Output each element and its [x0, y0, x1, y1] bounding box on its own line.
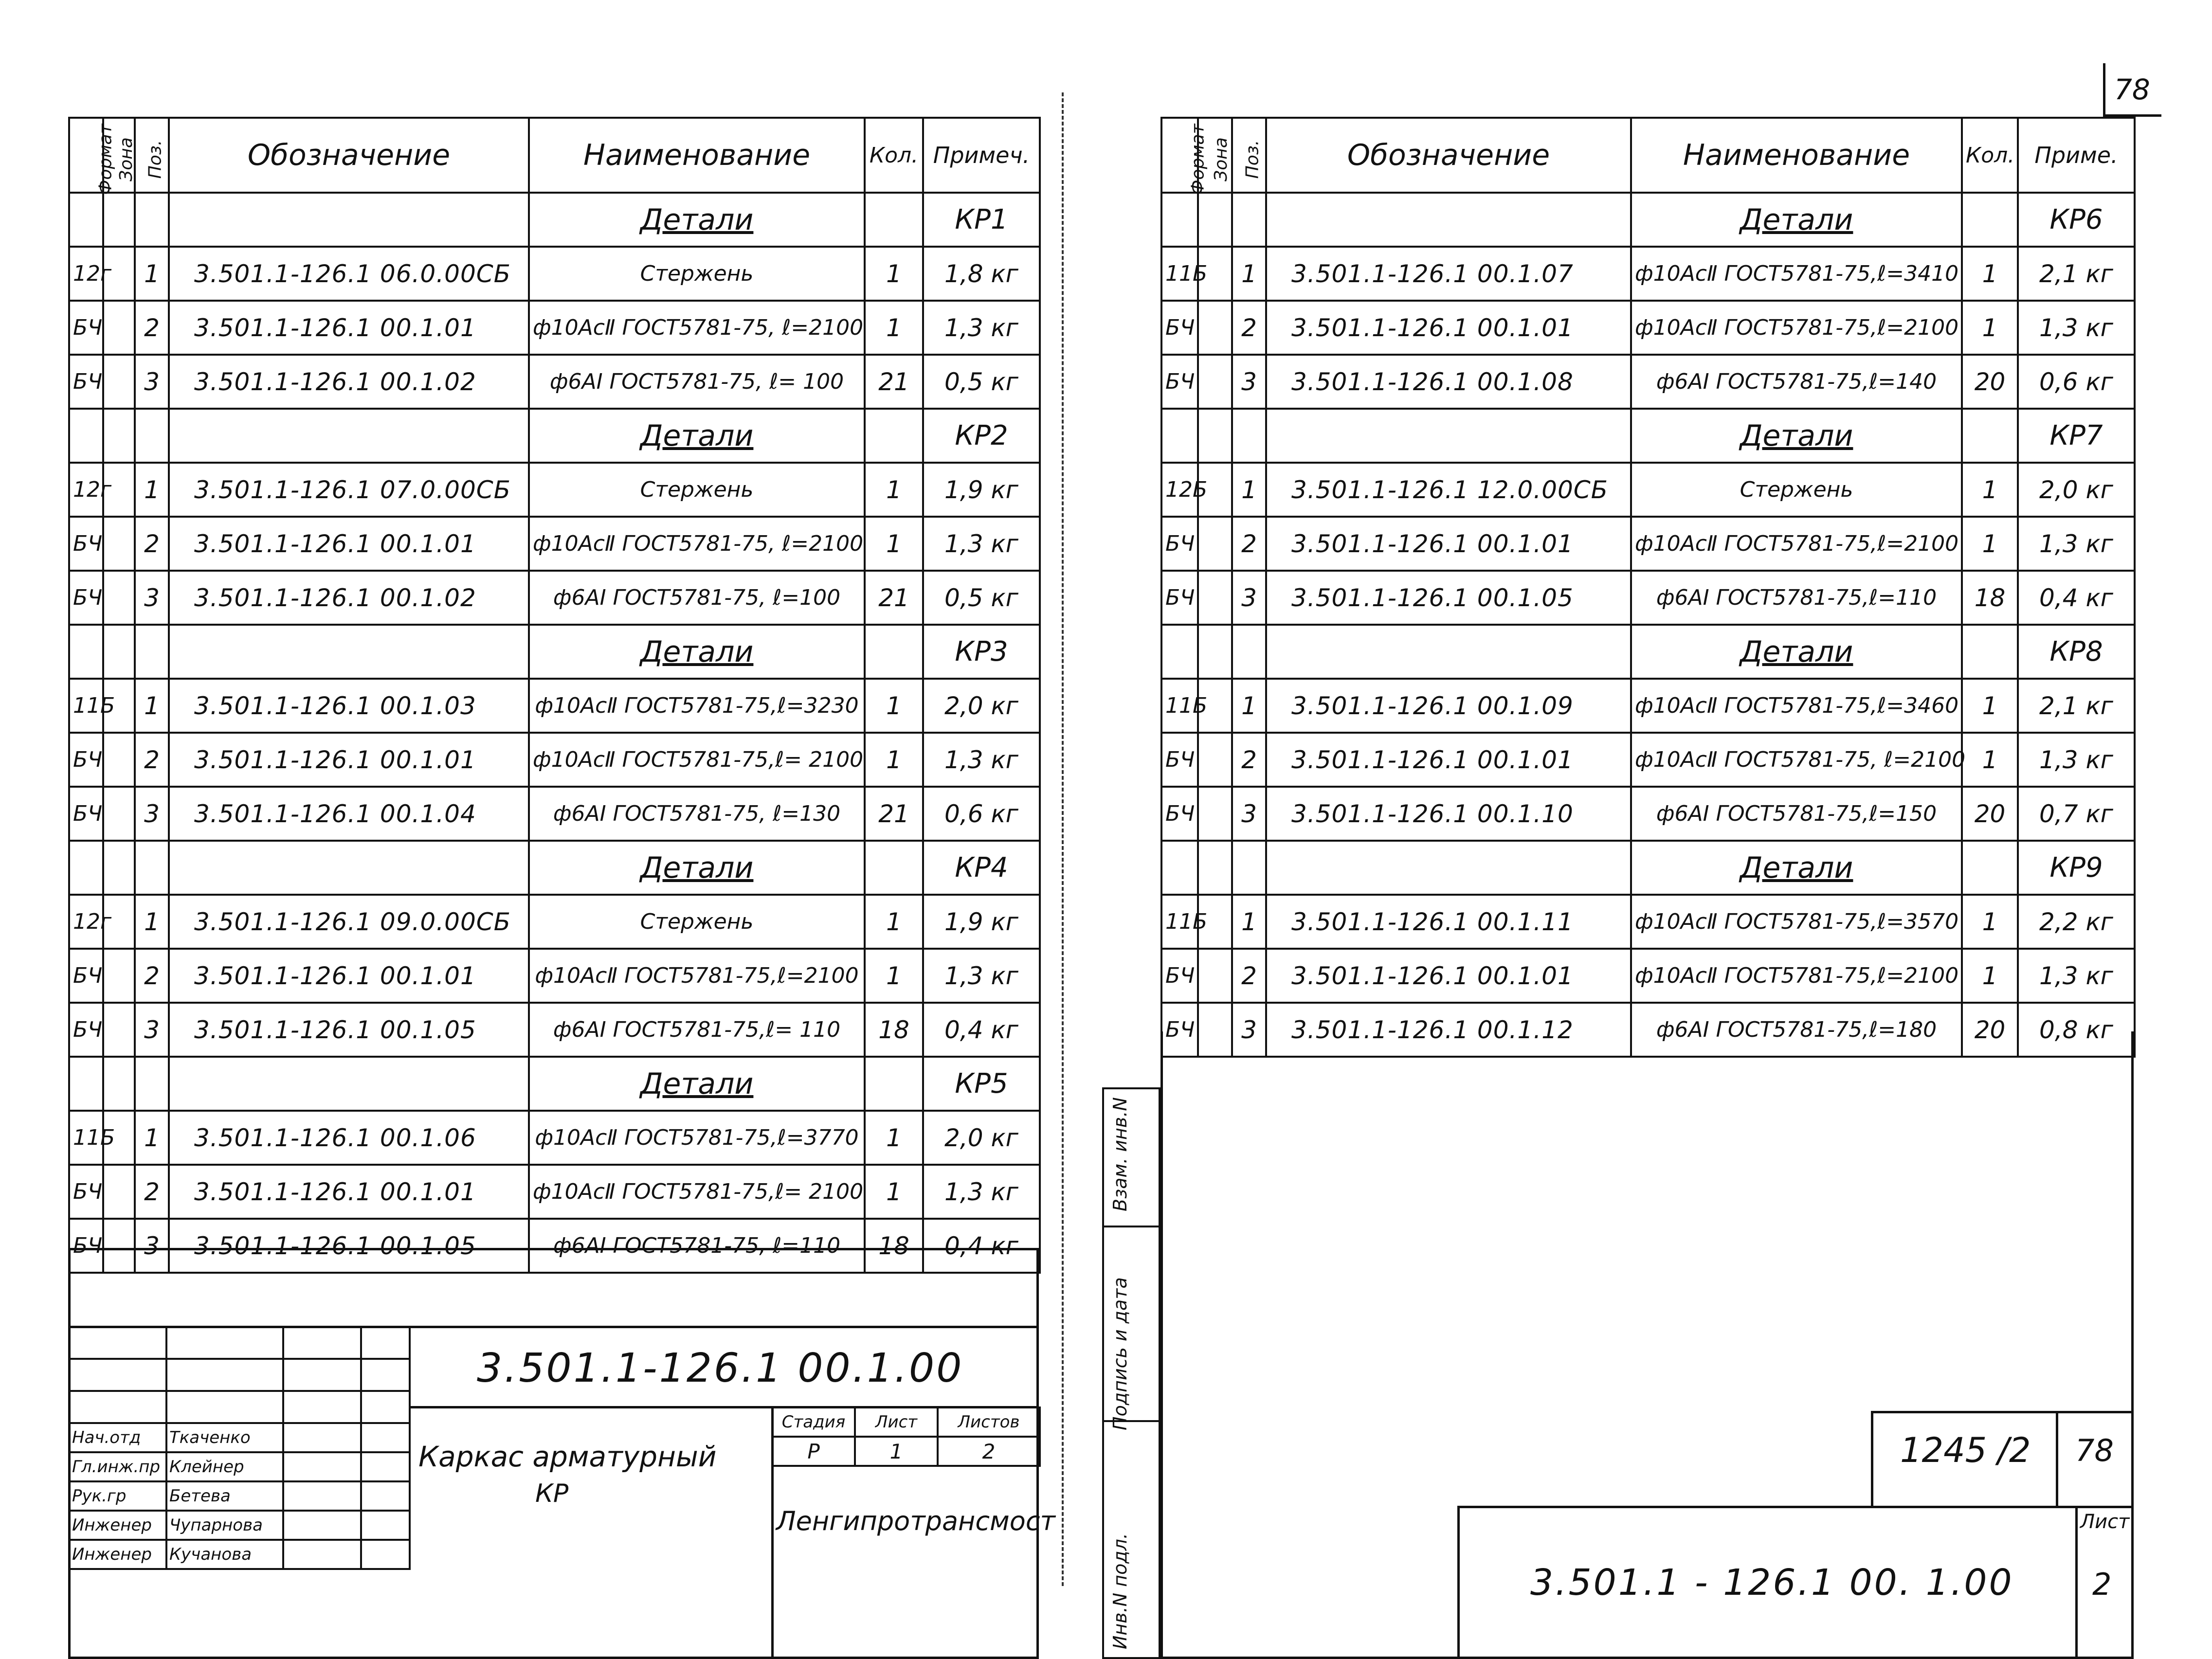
zone-cell	[1198, 355, 1232, 409]
left-doc-title-2: КР	[535, 1479, 569, 1508]
table-row	[69, 1003, 1040, 1057]
right-table-header	[1161, 118, 2135, 193]
qty-cell: 1	[865, 679, 923, 733]
header-qty-right: Кол.	[1962, 118, 2018, 193]
signature-row	[69, 1423, 410, 1452]
strip-label-replace: Взам. инв.N	[1109, 1097, 1131, 1211]
pos-cell: 3	[1232, 571, 1266, 625]
qty-cell: 1	[1962, 679, 2018, 733]
note-cell: 0,6 кг	[923, 787, 1040, 841]
zone-cell	[1198, 733, 1232, 787]
zone-cell	[103, 571, 135, 625]
designation-cell: 3.501.1-126.1 00.1.01	[169, 517, 529, 571]
assembly-code: КР7	[2018, 409, 2135, 463]
person-name-cell: Ткаченко	[166, 1423, 283, 1452]
zone-cell	[103, 1003, 135, 1057]
section-row	[1161, 409, 2135, 463]
strip-label-sign: Подпись и дата	[1109, 1277, 1131, 1430]
note-cell: 1,9 кг	[923, 895, 1040, 949]
section-row	[69, 193, 1040, 247]
table-row	[1161, 247, 2135, 301]
left-doc-code: 3.501.1-126.1 00.1.00	[477, 1345, 964, 1391]
format-cell: БЧ	[69, 1165, 103, 1219]
right-spec-table	[1160, 117, 2136, 1058]
note-cell: 2,2 кг	[2018, 895, 2135, 949]
qty-cell: 1	[1962, 463, 2018, 517]
organization: Ленгипротрансмост	[776, 1506, 1055, 1536]
signature-cell	[283, 1452, 361, 1481]
signature-cell	[283, 1540, 361, 1569]
designation-cell: 3.501.1-126.1 00.1.03	[169, 679, 529, 733]
format-cell: БЧ	[69, 517, 103, 571]
table-row	[1161, 463, 2135, 517]
left-blank-row	[68, 1248, 1039, 1328]
assembly-code: КР5	[923, 1057, 1040, 1111]
right-sheet-value: 2	[2092, 1567, 2112, 1602]
header-pos: Поз.	[135, 118, 169, 193]
zone-cell	[103, 787, 135, 841]
signature-row	[69, 1452, 410, 1481]
format-cell: БЧ	[1161, 355, 1198, 409]
format-cell: БЧ	[1161, 787, 1198, 841]
signature-cell	[283, 1423, 361, 1452]
section-title: Детали	[1631, 193, 1962, 247]
format-cell: БЧ	[69, 1003, 103, 1057]
designation-cell: 3.501.1-126.1 00.1.02	[169, 571, 529, 625]
name-cell: ф10АсⅡ ГОСТ5781-75,ℓ=2100	[529, 949, 865, 1003]
name-cell: ф6АⅠ ГОСТ5781-75,ℓ=140	[1631, 355, 1962, 409]
signature-cell	[283, 1481, 361, 1511]
left-doc-title-1: Каркас арматурный	[418, 1440, 717, 1473]
designation-cell: 3.501.1-126.1 00.1.01	[169, 949, 529, 1003]
pos-cell: 1	[135, 679, 169, 733]
header-zone-right: Зона	[1198, 118, 1232, 193]
header-qty: Кол.	[865, 118, 923, 193]
assembly-code: КР8	[2018, 625, 2135, 679]
qty-cell: 1	[865, 463, 923, 517]
designation-cell: 3.501.1-126.1 00.1.01	[1266, 517, 1631, 571]
role-cell: Гл.инж.пр	[69, 1452, 166, 1481]
section-row	[69, 409, 1040, 463]
order-divider	[2056, 1411, 2058, 1506]
format-cell: БЧ	[1161, 733, 1198, 787]
qty-cell: 1	[1962, 949, 2018, 1003]
table-row	[1161, 733, 2135, 787]
zone-cell	[103, 355, 135, 409]
note-cell: 2,1 кг	[2018, 247, 2135, 301]
sheet-label: Лист	[855, 1407, 938, 1437]
qty-cell: 18	[1962, 571, 2018, 625]
designation-cell: 3.501.1-126.1 00.1.01	[1266, 301, 1631, 355]
qty-cell: 21	[865, 571, 923, 625]
designation-cell: 3.501.1-126.1 12.0.00СБ	[1266, 463, 1631, 517]
designation-cell: 3.501.1-126.1 00.1.01	[169, 733, 529, 787]
table-row	[69, 517, 1040, 571]
format-cell: 11Б	[1161, 247, 1198, 301]
name-cell: ф10АсⅡ ГОСТ5781-75,ℓ=3570	[1631, 895, 1962, 949]
strip-label-inv: Инв.N подл.	[1109, 1533, 1131, 1649]
name-cell: ф10АсⅡ ГОСТ5781-75,ℓ=3770	[529, 1111, 865, 1165]
section-title: Детали	[529, 193, 865, 247]
pos-cell: 1	[135, 463, 169, 517]
zone-cell	[1198, 949, 1232, 1003]
header-pos-right: Поз.	[1232, 118, 1266, 193]
note-cell: 0,4 кг	[2018, 571, 2135, 625]
format-cell: 12г	[69, 247, 103, 301]
format-cell: 12г	[69, 895, 103, 949]
name-cell: ф10АсⅡ ГОСТ5781-75,ℓ=2100	[1631, 949, 1962, 1003]
designation-cell: 3.501.1-126.1 00.1.01	[1266, 733, 1631, 787]
table-row	[1161, 571, 2135, 625]
name-cell: ф6АⅠ ГОСТ5781-75,ℓ= 110	[529, 1003, 865, 1057]
pos-cell: 2	[135, 301, 169, 355]
signature-row	[69, 1481, 410, 1511]
format-cell: 12г	[69, 463, 103, 517]
header-designation: Обозначение	[169, 118, 529, 193]
note-cell: 2,0 кг	[923, 1111, 1040, 1165]
sheet-value: 1	[855, 1437, 938, 1466]
order-number: 1245 /2	[1900, 1430, 2031, 1470]
format-cell: 11Б	[1161, 679, 1198, 733]
name-cell: ф6АⅠ ГОСТ5781-75, ℓ=110	[529, 1219, 865, 1273]
sheets-label: Листов	[938, 1407, 1040, 1437]
pos-cell: 1	[135, 895, 169, 949]
section-title: Детали	[1631, 625, 1962, 679]
qty-cell: 1	[865, 949, 923, 1003]
left-spec-table	[68, 117, 1041, 1274]
qty-cell: 18	[865, 1219, 923, 1273]
designation-cell: 3.501.1-126.1 00.1.10	[1266, 787, 1631, 841]
pos-cell: 3	[135, 1219, 169, 1273]
note-cell: 0,5 кг	[923, 355, 1040, 409]
pos-cell: 3	[135, 1003, 169, 1057]
pos-cell: 3	[1232, 355, 1266, 409]
format-cell: БЧ	[1161, 301, 1198, 355]
qty-cell: 1	[865, 1111, 923, 1165]
zone-cell	[1198, 787, 1232, 841]
zone-cell	[103, 1165, 135, 1219]
signature-row	[69, 1511, 410, 1540]
qty-cell: 1	[1962, 247, 2018, 301]
format-cell: БЧ	[1161, 571, 1198, 625]
name-cell: ф6АⅠ ГОСТ5781-75, ℓ=130	[529, 787, 865, 841]
header-format: Формат	[69, 118, 103, 193]
pos-cell: 2	[135, 733, 169, 787]
section-title: Детали	[529, 841, 865, 895]
left-divider-v	[771, 1407, 774, 1659]
assembly-code: КР9	[2018, 841, 2135, 895]
pos-cell: 2	[1232, 949, 1266, 1003]
name-cell: ф10АсⅡ ГОСТ5781-75,ℓ=2100	[1631, 301, 1962, 355]
right-doc-code: 3.501.1 - 126.1 00. 1.00	[1530, 1562, 2014, 1604]
note-cell: 1,3 кг	[2018, 517, 2135, 571]
section-row	[69, 625, 1040, 679]
role-cell: Инженер	[69, 1511, 166, 1540]
pos-cell: 2	[135, 1165, 169, 1219]
table-row	[69, 949, 1040, 1003]
role-cell: Нач.отд	[69, 1423, 166, 1452]
left-signature-grid	[68, 1326, 411, 1570]
designation-cell: 3.501.1-126.1 00.1.04	[169, 787, 529, 841]
name-cell: ф10АсⅡ ГОСТ5781-75,ℓ= 2100	[529, 1165, 865, 1219]
designation-cell: 3.501.1-126.1 00.1.01	[1266, 949, 1631, 1003]
qty-cell: 20	[1962, 1003, 2018, 1057]
name-cell: ф10АсⅡ ГОСТ5781-75,ℓ=3460	[1631, 679, 1962, 733]
name-cell: ф6АⅠ ГОСТ5781-75,ℓ=180	[1631, 1003, 1962, 1057]
designation-cell: 3.501.1-126.1 00.1.12	[1266, 1003, 1631, 1057]
person-name-cell: Чупарнова	[166, 1511, 283, 1540]
note-cell: 2,0 кг	[923, 679, 1040, 733]
person-name-cell: Кучанова	[166, 1540, 283, 1569]
format-cell: БЧ	[69, 571, 103, 625]
name-cell: Стержень	[529, 463, 865, 517]
signature-row	[69, 1540, 410, 1569]
table-row	[69, 247, 1040, 301]
pos-cell: 2	[1232, 517, 1266, 571]
section-title: Детали	[529, 1057, 865, 1111]
note-cell: 2,1 кг	[2018, 679, 2135, 733]
format-cell: БЧ	[69, 1219, 103, 1273]
sheets-value: 2	[938, 1437, 1040, 1466]
table-row	[1161, 355, 2135, 409]
format-cell: БЧ	[1161, 1003, 1198, 1057]
note-cell: 2,0 кг	[2018, 463, 2135, 517]
table-row	[1161, 517, 2135, 571]
note-cell: 0,6 кг	[2018, 355, 2135, 409]
note-cell: 1,3 кг	[923, 301, 1040, 355]
header-name: Наименование	[529, 118, 865, 193]
section-row	[1161, 625, 2135, 679]
note-cell: 1,3 кг	[923, 1165, 1040, 1219]
designation-cell: 3.501.1-126.1 00.1.01	[169, 301, 529, 355]
note-cell: 0,5 кг	[923, 571, 1040, 625]
pos-cell: 3	[135, 787, 169, 841]
note-cell: 1,3 кг	[923, 517, 1040, 571]
format-cell: БЧ	[69, 355, 103, 409]
zone-cell	[103, 301, 135, 355]
table-row	[69, 1111, 1040, 1165]
section-row	[69, 841, 1040, 895]
signature-cell	[283, 1511, 361, 1540]
right-sheet-label: Лист	[2080, 1511, 2130, 1533]
header-zone: Зона	[103, 118, 135, 193]
table-row	[69, 463, 1040, 517]
table-row	[69, 787, 1040, 841]
pos-cell: 2	[1232, 733, 1266, 787]
date-cell	[361, 1481, 410, 1511]
header-format-right: Формат	[1161, 118, 1198, 193]
zone-cell	[1198, 571, 1232, 625]
qty-cell: 1	[865, 517, 923, 571]
zone-cell	[1198, 301, 1232, 355]
pos-cell: 3	[1232, 787, 1266, 841]
name-cell: ф10АсⅡ ГОСТ5781-75,ℓ=3410	[1631, 247, 1962, 301]
name-cell: ф10АсⅡ ГОСТ5781-75,ℓ=3230	[529, 679, 865, 733]
stage-label: Стадия	[772, 1407, 855, 1437]
note-cell: 0,4 кг	[923, 1003, 1040, 1057]
format-cell: БЧ	[1161, 517, 1198, 571]
name-cell: Стержень	[529, 895, 865, 949]
designation-cell: 3.501.1-126.1 00.1.01	[169, 1165, 529, 1219]
pos-cell: 1	[1232, 895, 1266, 949]
date-cell	[361, 1452, 410, 1481]
designation-cell: 3.501.1-126.1 00.1.11	[1266, 895, 1631, 949]
qty-cell: 20	[1962, 787, 2018, 841]
header-note: Примеч.	[923, 118, 1040, 193]
name-cell: ф10АсⅡ ГОСТ5781-75,ℓ=2100	[1631, 517, 1962, 571]
pos-cell: 3	[135, 355, 169, 409]
note-cell: 1,3 кг	[2018, 733, 2135, 787]
qty-cell: 1	[865, 301, 923, 355]
qty-cell: 21	[865, 355, 923, 409]
format-cell: 11Б	[69, 679, 103, 733]
designation-cell: 3.501.1-126.1 06.0.00СБ	[169, 247, 529, 301]
note-cell: 0,8 кг	[2018, 1003, 2135, 1057]
format-cell: БЧ	[69, 949, 103, 1003]
left-table-header	[69, 118, 1040, 193]
designation-cell: 3.501.1-126.1 00.1.07	[1266, 247, 1631, 301]
table-row	[69, 895, 1040, 949]
qty-cell: 18	[865, 1003, 923, 1057]
date-cell	[361, 1423, 410, 1452]
assembly-code: КР1	[923, 193, 1040, 247]
pos-cell: 3	[135, 571, 169, 625]
page-number: 78	[2114, 73, 2150, 106]
name-cell: Стержень	[529, 247, 865, 301]
table-row	[69, 301, 1040, 355]
section-title: Детали	[529, 409, 865, 463]
format-cell: БЧ	[69, 301, 103, 355]
table-row	[69, 733, 1040, 787]
designation-cell: 3.501.1-126.1 00.1.05	[1266, 571, 1631, 625]
note-cell: 1,3 кг	[2018, 949, 2135, 1003]
qty-cell: 1	[865, 733, 923, 787]
section-title: Детали	[1631, 841, 1962, 895]
note-cell: 1,3 кг	[923, 733, 1040, 787]
person-name-cell: Клейнер	[166, 1452, 283, 1481]
person-name-cell: Бетева	[166, 1481, 283, 1511]
note-cell: 1,9 кг	[923, 463, 1040, 517]
section-title: Детали	[529, 625, 865, 679]
designation-cell: 3.501.1-126.1 07.0.00СБ	[169, 463, 529, 517]
qty-cell: 21	[865, 787, 923, 841]
qty-cell: 1	[865, 895, 923, 949]
name-cell: Стержень	[1631, 463, 1962, 517]
table-row	[69, 679, 1040, 733]
qty-cell: 1	[1962, 733, 2018, 787]
zone-cell	[103, 733, 135, 787]
table-row	[1161, 949, 2135, 1003]
name-cell: ф10АсⅡ ГОСТ5781-75,ℓ= 2100	[529, 733, 865, 787]
table-row	[1161, 301, 2135, 355]
designation-cell: 3.501.1-126.1 00.1.06	[169, 1111, 529, 1165]
date-cell	[361, 1511, 410, 1540]
format-cell: 12Б	[1161, 463, 1198, 517]
note-cell: 1,3 кг	[2018, 301, 2135, 355]
stage-value: Р	[772, 1437, 855, 1466]
header-name-right: Наименование	[1631, 118, 1962, 193]
note-cell: 1,3 кг	[923, 949, 1040, 1003]
name-cell: ф6АⅠ ГОСТ5781-75, ℓ=100	[529, 571, 865, 625]
table-row	[69, 355, 1040, 409]
assembly-code: КР3	[923, 625, 1040, 679]
note-cell: 0,4 кг	[923, 1219, 1040, 1273]
section-row	[1161, 193, 2135, 247]
qty-cell: 1	[1962, 517, 2018, 571]
pos-cell: 1	[1232, 463, 1266, 517]
format-cell: БЧ	[1161, 949, 1198, 1003]
designation-cell: 3.501.1-126.1 09.0.00СБ	[169, 895, 529, 949]
right-page-number: 78	[2075, 1433, 2114, 1468]
section-title: Детали	[1631, 409, 1962, 463]
name-cell: ф6АⅠ ГОСТ5781-75, ℓ= 100	[529, 355, 865, 409]
pos-cell: 3	[1232, 1003, 1266, 1057]
zone-cell	[103, 517, 135, 571]
designation-cell: 3.501.1-126.1 00.1.05	[169, 1003, 529, 1057]
note-cell: 1,8 кг	[923, 247, 1040, 301]
role-cell: Инженер	[69, 1540, 166, 1569]
header-note-right: Приме.	[2018, 118, 2135, 193]
fold-line	[1062, 92, 1064, 1586]
header-designation-right: Обозначение	[1266, 118, 1631, 193]
pos-cell: 1	[135, 247, 169, 301]
date-cell	[361, 1540, 410, 1569]
qty-cell: 1	[1962, 895, 2018, 949]
qty-cell: 20	[1962, 355, 2018, 409]
name-cell: ф6АⅠ ГОСТ5781-75,ℓ=150	[1631, 787, 1962, 841]
table-row	[1161, 679, 2135, 733]
pos-cell: 2	[135, 517, 169, 571]
name-cell: ф10АсⅡ ГОСТ5781-75, ℓ=2100	[1631, 733, 1962, 787]
table-row	[69, 571, 1040, 625]
name-cell: ф10АсⅡ ГОСТ5781-75, ℓ=2100	[529, 301, 865, 355]
assembly-code: КР6	[2018, 193, 2135, 247]
zone-cell	[103, 949, 135, 1003]
format-cell: БЧ	[69, 733, 103, 787]
name-cell: ф6АⅠ ГОСТ5781-75,ℓ=110	[1631, 571, 1962, 625]
designation-cell: 3.501.1-126.1 00.1.09	[1266, 679, 1631, 733]
section-row	[69, 1057, 1040, 1111]
table-row	[1161, 787, 2135, 841]
pos-cell: 1	[135, 1111, 169, 1165]
note-cell: 0,7 кг	[2018, 787, 2135, 841]
table-row	[1161, 895, 2135, 949]
table-row	[69, 1165, 1040, 1219]
qty-cell: 1	[865, 1165, 923, 1219]
role-cell: Рук.гр	[69, 1481, 166, 1511]
section-row	[1161, 841, 2135, 895]
assembly-code: КР2	[923, 409, 1040, 463]
pos-cell: 2	[135, 949, 169, 1003]
pos-cell: 1	[1232, 679, 1266, 733]
format-cell: 11Б	[69, 1111, 103, 1165]
zone-cell	[1198, 517, 1232, 571]
assembly-code: КР4	[923, 841, 1040, 895]
designation-cell: 3.501.1-126.1 00.1.05	[169, 1219, 529, 1273]
qty-cell: 1	[1962, 301, 2018, 355]
designation-cell: 3.501.1-126.1 00.1.08	[1266, 355, 1631, 409]
format-cell: 11Б	[1161, 895, 1198, 949]
stage-sheet-grid	[771, 1407, 1041, 1467]
format-cell: БЧ	[69, 787, 103, 841]
pos-cell: 2	[1232, 301, 1266, 355]
qty-cell: 1	[865, 247, 923, 301]
pos-cell: 1	[1232, 247, 1266, 301]
name-cell: ф10АсⅡ ГОСТ5781-75, ℓ=2100	[529, 517, 865, 571]
designation-cell: 3.501.1-126.1 00.1.02	[169, 355, 529, 409]
